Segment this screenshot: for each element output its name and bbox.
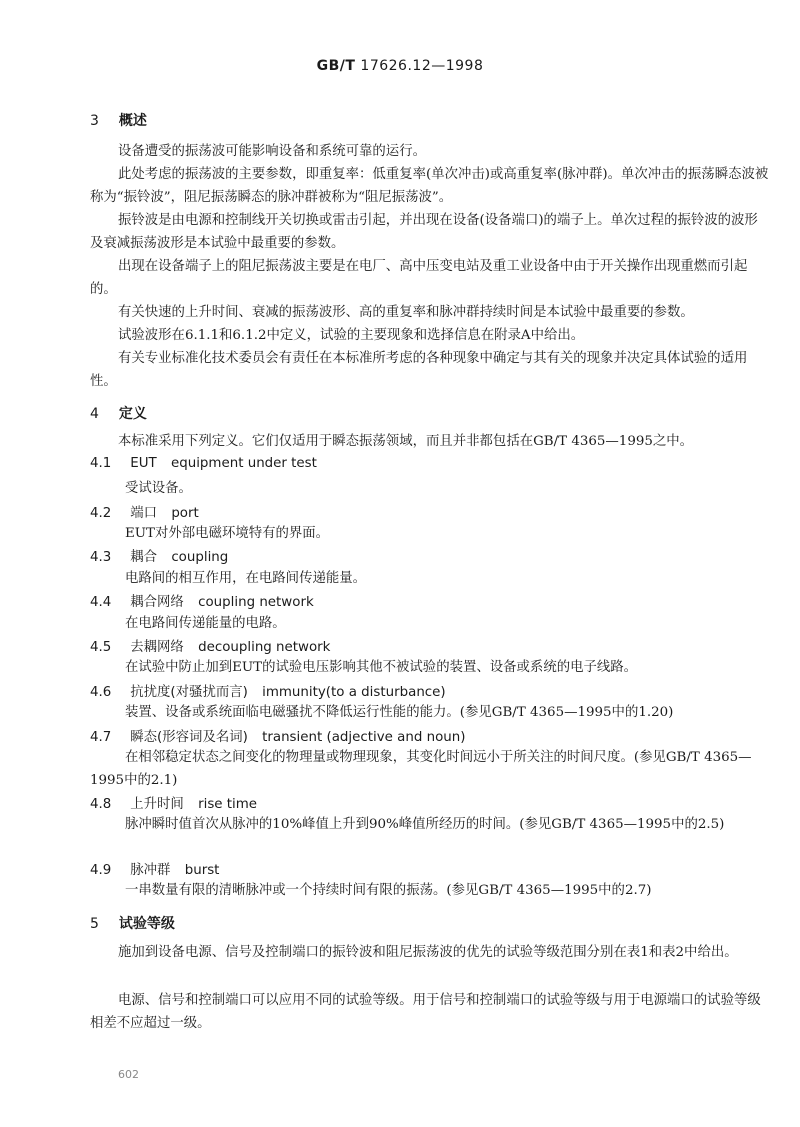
term-en: coupling network (198, 595, 314, 610)
term-zh: 端口 (130, 506, 158, 521)
section-title: 定义 (118, 406, 147, 422)
paragraph: 本标准采用下列定义。它们仅适用于瞬态振荡领域，而且并非都包括在GB/T 4365—1995之中。 (118, 434, 694, 449)
paragraph: 有关快速的上升时间、衰减的振荡波形、高的重复率和脉冲群持续时间是本试验中最重要的参数。 (118, 305, 694, 320)
term-number: 4.1 (90, 456, 112, 471)
term-number: 4.7 (90, 730, 112, 745)
term-en: decoupling network (198, 640, 331, 655)
term-en: rise time (198, 797, 258, 812)
term-number: 4.6 (90, 685, 112, 700)
term-definition: 一串数量有限的清晰脉冲或一个持续时间有限的振荡。(参见GB/T 4365—1995中的2.7) (125, 883, 652, 898)
term-4-4 (90, 591, 314, 610)
paragraph: 此处考虑的振荡波的主要参数，即重复率：低重复率(单次冲击)或高重复率(脉冲群)。单次冲击的振荡瞬态波被称为“振铃波”，阻尼振荡瞬态的脉冲群被称为“阻尼振荡波”。 (90, 167, 769, 205)
term-4-1 (90, 456, 317, 471)
term-4-7 (90, 726, 465, 745)
term-en: immunity(to a disturbance) (262, 685, 446, 700)
term-number: 4.2 (90, 506, 112, 521)
term-4-2 (90, 502, 199, 521)
term-zh: 去耦网络 (130, 640, 184, 655)
term-en: equipment under test (170, 456, 317, 471)
paragraph: 试验波形在6.1.1和6.1.2中定义，试验的主要现象和选择信息在附录A中给出。 (118, 328, 585, 343)
paragraph: 出现在设备端子上的阻尼振荡波主要是在电厂、高中压变电站及重工业设备中由于开关操作出现重燃而引起的。 (90, 259, 748, 297)
paragraph: 设备遭受的振荡波可能影响设备和系统可靠的运行。 (118, 144, 426, 159)
term-zh: 耦合网络 (130, 595, 184, 610)
paragraph: 振铃波是由电源和控制线开关切换或雷击引起，并出现在设备(设备端口)的端子上。单次过程的振铃波的波形及衰减振荡波形是本试验中最重要的参数。 (90, 213, 758, 251)
term-definition: 脉冲瞬时值首次从脉冲的10%峰值上升到90%峰值所经历的时间。(参见GB/T 4365—1995中的2.5) (125, 817, 725, 832)
term-en: port (171, 506, 199, 521)
term-number: 4.3 (90, 550, 112, 565)
term-4-5 (90, 636, 330, 655)
section-4-heading (90, 403, 147, 423)
term-number: 4.5 (90, 640, 112, 655)
term-definition: 装置、设备或系统面临电磁骚扰不降低运行性能的能力。(参见GB/T 4365—1995中的1.20) (125, 705, 674, 720)
term-zh: 瞬态(形容词及名词) (130, 730, 248, 745)
section-number: 4 (90, 406, 99, 422)
term-zh: EUT (130, 456, 157, 471)
section-3-heading (90, 110, 147, 130)
term-en: coupling (171, 550, 229, 565)
paragraph: 施加到设备电源、信号及控制端口的振铃波和阻尼振荡波的优先的试验等级范围分别在表1和表2中给出。 (118, 945, 738, 960)
term-definition: 在电路间传递能量的电路。 (125, 616, 286, 631)
term-zh: 脉冲群 (130, 863, 171, 878)
section-5-heading (90, 913, 175, 933)
term-definition: EUT对外部电磁环境特有的界面。 (125, 526, 330, 541)
page-header (0, 58, 800, 74)
term-zh: 耦合 (130, 550, 158, 565)
term-zh: 上升时间 (130, 797, 184, 812)
standard-prefix: GB/T (316, 58, 356, 74)
section-title: 概述 (118, 113, 147, 129)
term-number: 4.4 (90, 595, 112, 610)
term-4-3 (90, 546, 228, 565)
term-en: burst (184, 863, 220, 878)
section-number: 3 (90, 113, 99, 129)
section-title: 试验等级 (118, 916, 175, 932)
term-definition: 在试验中防止加到EUT的试验电压影响其他不被试验的装置、设备或系统的电子线路。 (125, 660, 638, 675)
term-zh: 抗扰度(对骚扰而言) (130, 685, 248, 700)
term-4-6 (90, 681, 446, 700)
page-number: 602 (118, 1068, 139, 1081)
paragraph: 有关专业标准化技术委员会有责任在本标准所考虑的各种现象中确定与其有关的现象并决定具体试验的适用性。 (90, 351, 748, 389)
term-4-8 (90, 793, 257, 812)
section-number: 5 (90, 916, 99, 932)
term-definition: 受试设备。 (125, 481, 192, 496)
standard-number: 17626.12—1998 (360, 58, 484, 74)
term-en: transient (adjective and noun) (262, 730, 466, 745)
term-4-9 (90, 859, 219, 878)
term-definition: 在相邻稳定状态之间变化的物理量或物理现象，其变化时间远小于所关注的时间尺度。(参见GB/T 4365—1995中的2.1) (90, 750, 752, 788)
paragraph: 电源、信号和控制端口可以应用不同的试验等级。用于信号和控制端口的试验等级与用于电源端口的试验等级相差不应超过一级。 (90, 993, 761, 1031)
term-number: 4.8 (90, 797, 112, 812)
term-number: 4.9 (90, 863, 112, 878)
term-definition: 电路间的相互作用，在电路间传递能量。 (125, 571, 367, 586)
